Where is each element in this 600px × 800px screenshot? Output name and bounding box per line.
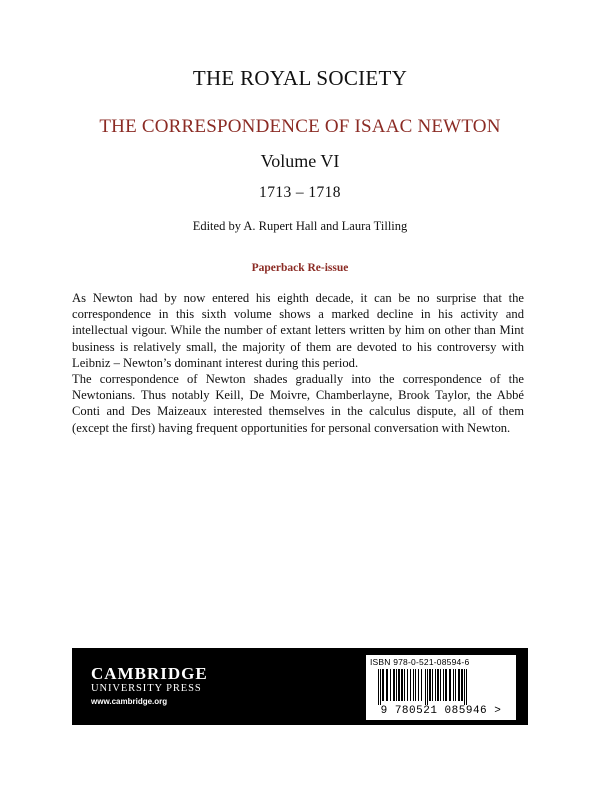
barcode-bar <box>453 669 454 701</box>
barcode-bar <box>445 669 447 701</box>
blurb-text <box>72 290 524 436</box>
barcode-bar <box>435 669 436 701</box>
barcode-bar <box>461 669 463 701</box>
blurb-paragraph-2: The correspondence of Newton shades gradually into the correspondence of the Newtonians. Thus notably Keill, De Moivre, Chamberlayne, Brook Taylor, the Abbé Conti and Des Maizeaux interested themselves in the calculus dispute, all of them (except the first) having frequent opportunities for personal conversation with Newton. <box>72 372 524 435</box>
barcode-bar <box>449 669 451 701</box>
barcode-bar <box>464 669 465 705</box>
volume-label: Volume VI <box>260 151 340 171</box>
barcode-bar <box>378 669 379 705</box>
year-range: 1713 – 1718 <box>259 184 341 201</box>
blurb-paragraph-1: As Newton had by now entered his eighth decade, it can be no surprise that the correspondence in this sixth volume shows a marked decline in his activity and intellectual vigour. While the number of extant letters written by him on other than Mint business is relatively small, the majority of them are devoted to his controversy with Leibniz – Newton’s dominant interest during this period. <box>72 291 524 370</box>
barcode-bar <box>396 669 397 701</box>
isbn-end-marker: > <box>494 705 502 717</box>
barcode-bar <box>427 669 428 705</box>
barcode-bar <box>437 669 439 701</box>
reissue-label: Paperback Re-issue <box>251 262 349 274</box>
barcode-bar <box>418 669 419 701</box>
barcode-bar <box>432 669 433 701</box>
publisher-footer <box>72 648 528 725</box>
isbn-label: ISBN 978-0-521-08594-6 <box>370 657 470 667</box>
society-name: THE ROYAL SOCIETY <box>192 66 408 90</box>
publisher-subtitle: UNIVERSITY PRESS <box>91 683 202 694</box>
barcode-bar <box>425 669 426 705</box>
barcode-bar <box>443 669 444 701</box>
barcode-bar <box>398 669 400 701</box>
barcode-bar <box>455 669 456 701</box>
publisher-logo <box>91 665 208 707</box>
barcode-bar <box>415 669 416 701</box>
isbn-digits: 9 780521 085946 <box>380 705 488 717</box>
barcode-bar <box>413 669 414 701</box>
barcode-bar <box>440 669 441 701</box>
editors-line: Edited by A. Rupert Hall and Laura Tilling <box>192 219 408 233</box>
barcode-bar <box>382 669 384 701</box>
barcode-bar <box>429 669 431 701</box>
isbn-barcode <box>366 655 516 720</box>
barcode-bar <box>386 669 388 701</box>
barcode-bar <box>380 669 381 705</box>
barcode-bar <box>401 669 403 701</box>
barcode-bar <box>390 669 391 701</box>
publisher-name: CAMBRIDGE <box>91 664 208 683</box>
barcode-bar <box>407 669 408 701</box>
barcode-bar <box>466 669 467 705</box>
barcode-bar <box>458 669 460 701</box>
barcode-bar <box>410 669 411 701</box>
barcode-bars <box>376 669 506 705</box>
isbn-digits-line <box>366 705 516 717</box>
barcode-bar <box>393 669 395 701</box>
publisher-url: www.cambridge.org <box>91 697 168 706</box>
barcode-bar <box>421 669 422 701</box>
book-title: THE CORRESPONDENCE OF ISAAC NEWTON <box>99 116 501 137</box>
barcode-bar <box>404 669 405 701</box>
